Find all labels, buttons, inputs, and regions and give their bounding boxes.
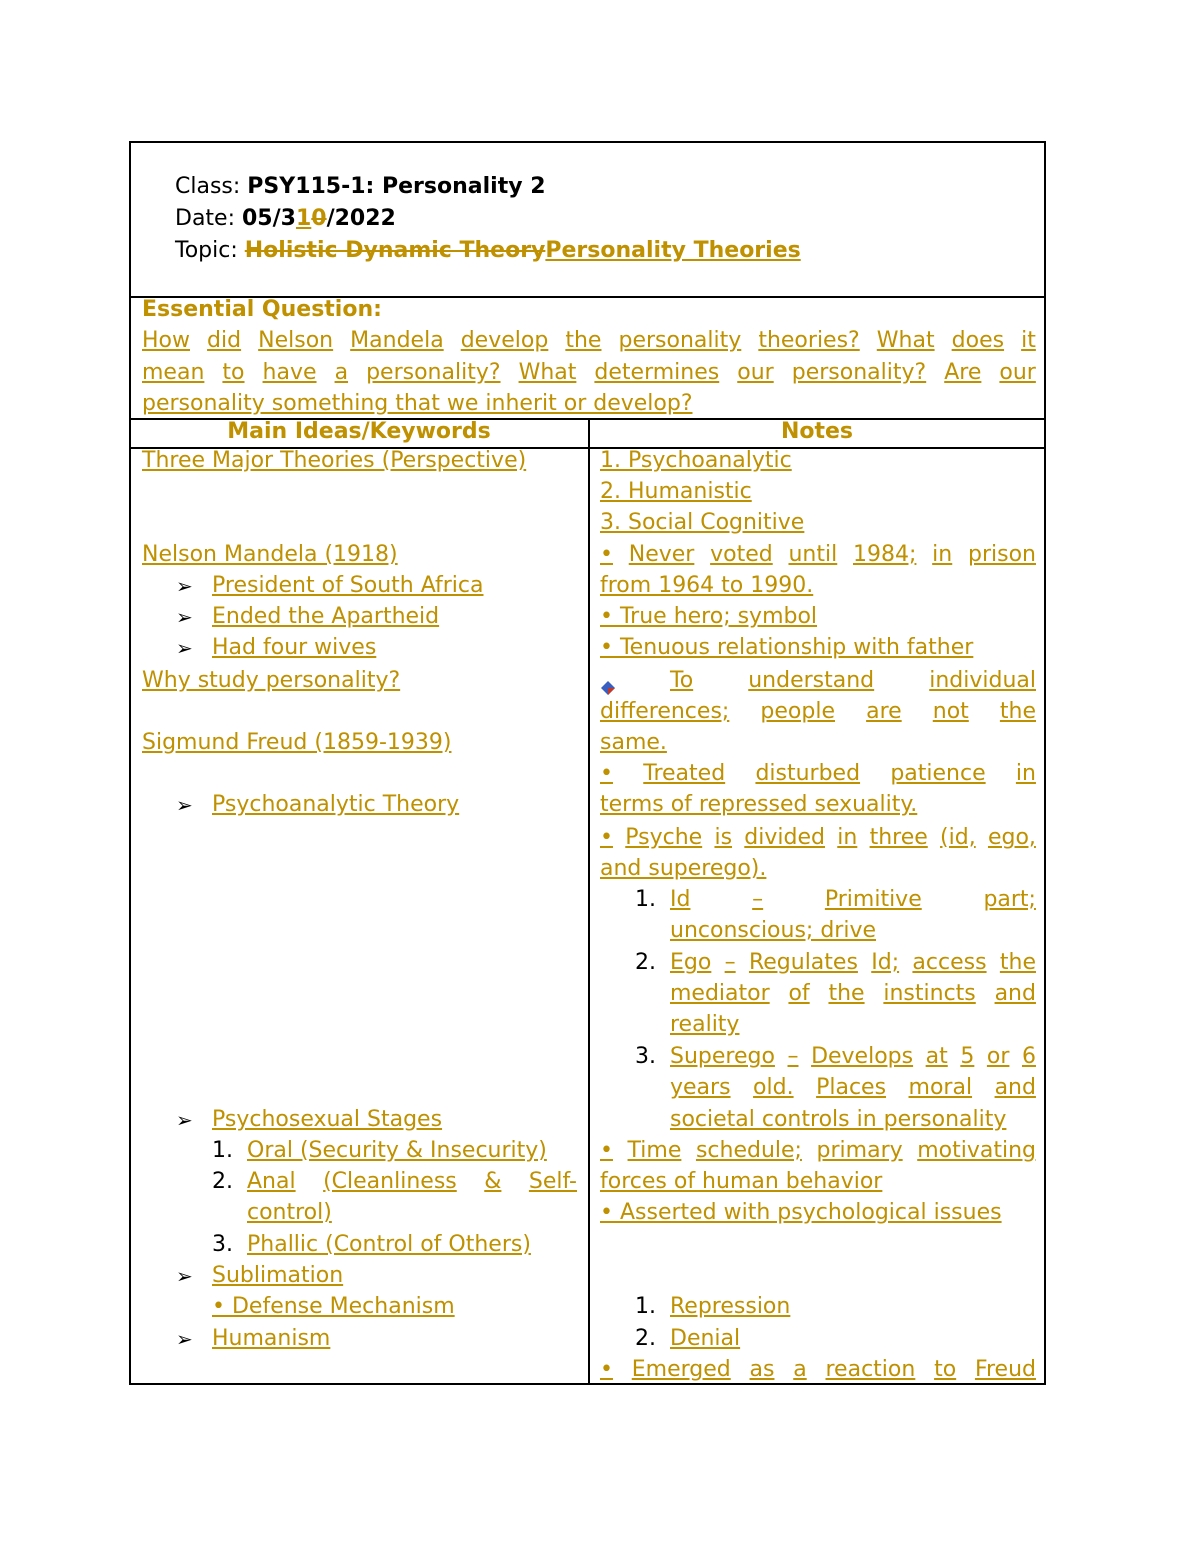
arrow-bullet-icon: ➢: [176, 605, 193, 629]
note-time-schedule: [600, 1137, 1036, 1165]
word: the: [999, 699, 1036, 724]
theory-psychoanalytic: 1. Psychoanalytic: [600, 448, 792, 473]
word: are: [866, 699, 902, 724]
word: or: [986, 1044, 1010, 1069]
class-line: [175, 173, 546, 201]
note-time-cont: forces of human behavior: [600, 1169, 883, 1194]
word: schedule;: [695, 1138, 802, 1163]
word: Freud: [974, 1357, 1036, 1382]
list-number: 2.: [635, 950, 656, 975]
word: part;: [983, 887, 1036, 912]
note-ego: [670, 949, 1036, 977]
note-treated: [600, 760, 1036, 788]
date-part: 05/3: [242, 206, 296, 231]
word: How: [142, 328, 190, 353]
why-study-personality: Why study personality?: [142, 668, 401, 693]
word: Mandela: [350, 328, 444, 353]
note-emerged: [600, 1356, 1036, 1384]
word: Id;: [871, 950, 900, 975]
word: divided: [744, 825, 825, 850]
note-denial: Denial: [670, 1326, 741, 1351]
word: as: [749, 1357, 775, 1382]
essential-question-heading: Essential Question:: [142, 297, 382, 322]
sublimation: Sublimation: [212, 1263, 344, 1288]
date-label: Date:: [175, 206, 242, 231]
word: &: [484, 1169, 502, 1194]
word: does: [951, 328, 1005, 353]
word: voted: [710, 542, 773, 567]
theory-humanistic: 2. Humanistic: [600, 479, 752, 504]
word: (Cleanliness: [323, 1169, 457, 1194]
word: individual: [929, 668, 1036, 693]
list-number: 1.: [635, 887, 656, 912]
three-major-theories: Three Major Theories (Perspective): [142, 448, 527, 473]
word: mediator: [670, 981, 770, 1006]
note-superego: [670, 1043, 1036, 1071]
note-tenuous: • Tenuous relationship with father: [600, 635, 974, 660]
arrow-bullet-icon: ➢: [176, 1327, 193, 1351]
date-line: [175, 205, 396, 233]
word: in: [932, 542, 953, 567]
column-header-notes: Notes: [780, 419, 854, 444]
psychosexual-stages: Psychosexual Stages: [212, 1107, 443, 1132]
word: What: [876, 328, 935, 353]
word: To: [670, 668, 694, 693]
note-ego-2: [670, 980, 1036, 1008]
word: personality: [618, 328, 742, 353]
word: Treated: [643, 761, 726, 786]
word: –: [752, 887, 764, 912]
essential-question-line-3: personality something that we inherit or develop?: [142, 391, 693, 416]
word: (id,: [940, 825, 976, 850]
list-number: 3.: [212, 1232, 233, 1257]
arrow-bullet-icon: ➢: [176, 636, 193, 660]
word: primary: [816, 1138, 903, 1163]
arrow-bullet-icon: ➢: [176, 1264, 193, 1288]
nelson-mandela: Nelson Mandela (1918): [142, 542, 398, 567]
defense-mechanism: • Defense Mechanism: [212, 1294, 455, 1319]
word: theories?: [758, 328, 860, 353]
word: •: [600, 1138, 613, 1163]
list-item: Ended the Apartheid: [212, 604, 440, 629]
list-number: 2.: [212, 1169, 233, 1194]
word: years: [670, 1075, 731, 1100]
word: Develops: [811, 1044, 914, 1069]
list-item: Had four wives: [212, 635, 377, 660]
note-true-hero: • True hero; symbol: [600, 604, 818, 629]
column-header-main-ideas: Main Ideas/Keywords: [227, 419, 491, 444]
word: instincts: [883, 981, 976, 1006]
word: prison: [968, 542, 1036, 567]
word: access: [912, 950, 987, 975]
word: Time: [627, 1138, 682, 1163]
word: Psyche: [625, 825, 703, 850]
word: at: [925, 1044, 948, 1069]
note-never-voted: [600, 541, 1036, 569]
note-asserted: • Asserted with psychological issues: [600, 1200, 1002, 1225]
list-item: President of South Africa: [212, 573, 484, 598]
date-inserted: 1: [295, 206, 312, 231]
word: Emerged: [631, 1357, 731, 1382]
arrow-bullet-icon: ➢: [176, 793, 193, 817]
stage-anal-cont: control): [247, 1200, 332, 1225]
topic-deleted: Holistic Dynamic Theory: [244, 238, 546, 263]
note-ego-cont: reality: [670, 1012, 740, 1037]
word: Are: [944, 360, 982, 385]
note-psyche: [600, 824, 1036, 852]
date-deleted: 0: [311, 206, 327, 231]
word: •: [600, 542, 613, 567]
word: mean: [142, 360, 205, 385]
word: the: [999, 950, 1036, 975]
word: and: [994, 981, 1036, 1006]
note-psyche-cont: and superego).: [600, 856, 767, 881]
diamond-bullet-icon: [601, 676, 615, 690]
class-value: PSY115-1: Personality 2: [247, 174, 546, 199]
word: the: [565, 328, 602, 353]
word: old.: [753, 1075, 794, 1100]
sigmund-freud: Sigmund Freud (1859-1939): [142, 730, 452, 755]
theory-social-cognitive: 3. Social Cognitive: [600, 510, 805, 535]
word: ego,: [987, 825, 1036, 850]
word: personality?: [791, 360, 927, 385]
word: of: [788, 981, 810, 1006]
list-number: 2.: [635, 1326, 656, 1351]
word: our: [999, 360, 1036, 385]
word: 1984;: [853, 542, 917, 567]
word: three: [869, 825, 928, 850]
word: Primitive: [824, 887, 922, 912]
stage-anal: [247, 1168, 577, 1196]
word: determines: [594, 360, 720, 385]
word: •: [600, 825, 613, 850]
essential-question-line-1: [142, 327, 1036, 355]
word: personality?: [366, 360, 501, 385]
note-treated-cont: terms of repressed sexuality.: [600, 792, 918, 817]
word: not: [932, 699, 969, 724]
note-differences: [600, 698, 1036, 726]
word: Nelson: [258, 328, 334, 353]
psychoanalytic-theory: Psychoanalytic Theory: [212, 792, 460, 817]
word: our: [737, 360, 774, 385]
list-number: 1.: [212, 1138, 233, 1163]
word: the: [828, 981, 865, 1006]
topic-label: Topic:: [175, 238, 245, 263]
word: •: [600, 761, 613, 786]
topic-inserted: Personality Theories: [545, 238, 801, 263]
word: a: [793, 1357, 807, 1382]
word: people: [760, 699, 835, 724]
note-superego-cont: societal controls in personality: [670, 1107, 1007, 1132]
word: Places: [816, 1075, 887, 1100]
word: differences;: [600, 699, 730, 724]
word: is: [714, 825, 733, 850]
word: Ego: [670, 950, 712, 975]
topic-line: [175, 237, 801, 265]
word: in: [1015, 761, 1036, 786]
word: understand: [748, 668, 875, 693]
list-number: 1.: [635, 1294, 656, 1319]
note-repression: Repression: [670, 1294, 791, 1319]
word: 6: [1021, 1044, 1036, 1069]
word: Superego: [670, 1044, 775, 1069]
word: did: [207, 328, 242, 353]
word: in: [837, 825, 858, 850]
word: Never: [628, 542, 695, 567]
humanism: Humanism: [212, 1326, 331, 1351]
stage-phallic: Phallic (Control of Others): [247, 1232, 531, 1257]
essential-question-line-2: [142, 359, 1036, 387]
note-same: same.: [600, 730, 667, 755]
word: until: [788, 542, 838, 567]
arrow-bullet-icon: ➢: [176, 1108, 193, 1132]
list-number: 3.: [635, 1044, 656, 1069]
word: –: [724, 950, 736, 975]
note-id-cont: unconscious; drive: [670, 918, 877, 943]
word: disturbed: [755, 761, 861, 786]
word: Anal: [247, 1169, 296, 1194]
class-label: Class:: [175, 174, 248, 199]
word: and: [994, 1075, 1036, 1100]
word: Self-: [528, 1169, 577, 1194]
word: it: [1021, 328, 1036, 353]
word: to: [222, 360, 245, 385]
note-understand: [620, 667, 1036, 695]
word: reaction: [825, 1357, 916, 1382]
note-never-voted-cont: from 1964 to 1990.: [600, 573, 814, 598]
word: Id: [670, 887, 691, 912]
word: to: [934, 1357, 957, 1382]
word: patience: [890, 761, 986, 786]
column-divider: [588, 418, 590, 1383]
arrow-bullet-icon: ➢: [176, 574, 193, 598]
stage-oral: Oral (Security & Insecurity): [247, 1138, 547, 1163]
word: What: [518, 360, 577, 385]
note-superego-2: [670, 1074, 1036, 1102]
word: –: [787, 1044, 799, 1069]
word: a: [334, 360, 349, 385]
word: •: [600, 1357, 613, 1382]
word: have: [262, 360, 317, 385]
word: moral: [908, 1075, 973, 1100]
word: Regulates: [748, 950, 858, 975]
word: motivating: [917, 1138, 1036, 1163]
note-id: [670, 886, 1036, 914]
date-year: /2022: [326, 206, 396, 231]
word: develop: [460, 328, 549, 353]
word: 5: [960, 1044, 975, 1069]
